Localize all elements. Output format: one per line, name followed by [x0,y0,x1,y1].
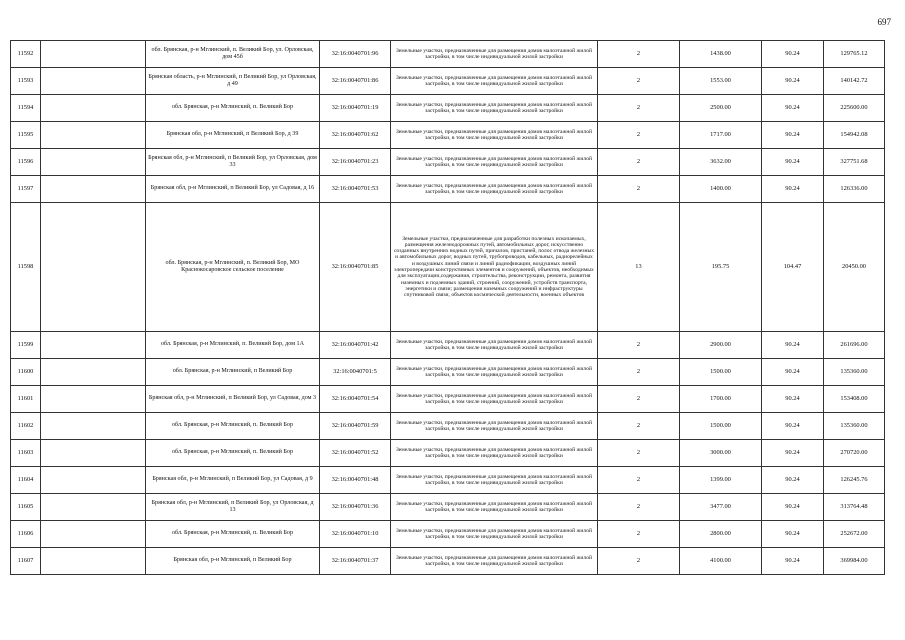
area-cell: 4100.00 [680,548,762,575]
rate-cell: 90.24 [762,41,824,68]
cadastral-number-cell: 32:16:0040701:10 [320,521,391,548]
address-cell: обл. Брянская, р-н Мглинский, п. Великий Бор, дом 1А [146,332,320,359]
id-cell: 11593 [11,68,41,95]
cadastral-number-cell: 32:16:0040701:96 [320,41,391,68]
cadastral-value-cell: 261696.00 [824,332,885,359]
cadastral-value-cell: 225600.00 [824,95,885,122]
group-cell: 2 [598,548,680,575]
blank-cell [41,386,146,413]
address-cell: обл. Брянская, р-н Мглинский, п. Великий Бор, МО Краснокосаровское сельское поселение [146,203,320,332]
table-row [11,332,885,359]
rate-cell: 90.24 [762,413,824,440]
rate-cell: 90.24 [762,68,824,95]
rate-cell: 90.24 [762,176,824,203]
address-cell: Брянская область, р-н Мглинский, п Великий Бор, ул Орловская, д 49 [146,68,320,95]
blank-cell [41,494,146,521]
cadastral-value-cell: 252672.00 [824,521,885,548]
land-purpose-cell: Земельные участки, предназначенные для размещения домов малоэтажной жилой застройки, в том числе индивидуальной жилой застройки [391,467,598,494]
cadastral-value-cell: 126336.00 [824,176,885,203]
id-cell: 11606 [11,521,41,548]
rate-cell: 90.24 [762,332,824,359]
rate-cell: 90.24 [762,359,824,386]
cadastral-number-cell: 32:16:0040701:54 [320,386,391,413]
land-purpose-cell: Земельные участки, предназначенные для размещения домов малоэтажной жилой застройки, в том числе индивидуальной жилой застройки [391,413,598,440]
group-cell: 13 [598,203,680,332]
id-cell: 11607 [11,548,41,575]
land-purpose-cell: Земельные участки, предназначенные для размещения домов малоэтажной жилой застройки, в том числе индивидуальной жилой застройки [391,68,598,95]
blank-cell [41,521,146,548]
table-body [11,41,885,575]
address-cell: обл. Брянская, р-н Мглинский, п. Великий Бор [146,521,320,548]
group-cell: 2 [598,359,680,386]
id-cell: 11600 [11,359,41,386]
id-cell: 11598 [11,203,41,332]
cadastral-number-cell: 32:16:0040701:36 [320,494,391,521]
cadastral-value-cell: 327751.68 [824,149,885,176]
group-cell: 2 [598,494,680,521]
rate-cell: 90.24 [762,521,824,548]
cadastral-number-cell: 32:16:0040701:62 [320,122,391,149]
address-cell: Брянская обл, р-н Мглинский, п Великий Бор, ул Садовая, д 16 [146,176,320,203]
land-purpose-cell: Земельные участки, предназначенные для размещения домов малоэтажной жилой застройки, в том числе индивидуальной жилой застройки [391,95,598,122]
land-purpose-cell: Земельные участки, предназначенные для размещения домов малоэтажной жилой застройки, в том числе индивидуальной жилой застройки [391,386,598,413]
area-cell: 1553.00 [680,68,762,95]
blank-cell [41,176,146,203]
land-purpose-cell: Земельные участки, предназначенные для размещения домов малоэтажной жилой застройки, в том числе индивидуальной жилой застройки [391,332,598,359]
area-cell: 1500.00 [680,413,762,440]
area-cell: 2800.00 [680,521,762,548]
table-row [11,386,885,413]
address-cell: Брянская обл, р-н Мглинский, п Великий Бор, ул Орловская, дом 33 [146,149,320,176]
land-purpose-cell: Земельные участки, предназначенные для размещения домов малоэтажной жилой застройки, в том числе индивидуальной жилой застройки [391,440,598,467]
land-purpose-cell: Земельные участки, предназначенные для размещения домов малоэтажной жилой застройки, в том числе индивидуальной жилой застройки [391,494,598,521]
cadastral-value-cell: 140142.72 [824,68,885,95]
address-cell: Брянская обл, р-н Мглинский, п Великий Бор, ул Орловская, д 13 [146,494,320,521]
table-row [11,149,885,176]
area-cell: 3477.00 [680,494,762,521]
blank-cell [41,95,146,122]
cadastral-number-cell: 32:16:0040701:85 [320,203,391,332]
blank-cell [41,122,146,149]
address-cell: Брянская обл, р-н Мглинский, п Великий Бор, ул Садовая, д 9 [146,467,320,494]
rate-cell: 90.24 [762,149,824,176]
cadastral-value-table [10,40,885,575]
area-cell: 1400.00 [680,176,762,203]
cadastral-value-cell: 135360.00 [824,413,885,440]
cadastral-number-cell: 32:16:0040701:19 [320,95,391,122]
land-purpose-cell: Земельные участки, предназначенные для размещения домов малоэтажной жилой застройки, в том числе индивидуальной жилой застройки [391,149,598,176]
table-row [11,548,885,575]
group-cell: 2 [598,521,680,548]
address-cell: Брянская обл, р-н Мглинский, п Великий Бор [146,548,320,575]
group-cell: 2 [598,386,680,413]
blank-cell [41,68,146,95]
blank-cell [41,359,146,386]
address-cell: обл. Брянская, р-н Мглинский, п. Великий Бор [146,413,320,440]
group-cell: 2 [598,95,680,122]
cadastral-value-cell: 129765.12 [824,41,885,68]
land-purpose-cell: Земельные участки, предназначенные для размещения домов малоэтажной жилой застройки, в том числе индивидуальной жилой застройки [391,521,598,548]
group-cell: 2 [598,467,680,494]
blank-cell [41,149,146,176]
address-cell: обл. Брянская, р-н Мглинский, п. Великий Бор [146,440,320,467]
table-row [11,359,885,386]
cadastral-number-cell: 32:16:0040701:53 [320,176,391,203]
rate-cell: 90.24 [762,494,824,521]
blank-cell [41,41,146,68]
area-cell: 1500.00 [680,359,762,386]
address-cell: обл. Брянская, р-н Мглинский, п. Великий Бор [146,95,320,122]
table-row [11,494,885,521]
id-cell: 11603 [11,440,41,467]
address-cell: обл. Брянская, р-н Мглинский, п. Великий Бор, ул. Орловская, дом 45б [146,41,320,68]
area-cell: 195.75 [680,203,762,332]
rate-cell: 90.24 [762,95,824,122]
land-purpose-cell: Земельные участки, предназначенные для размещения домов малоэтажной жилой застройки, в том числе индивидуальной жилой застройки [391,359,598,386]
cadastral-number-cell: 32:16:0040701:42 [320,332,391,359]
area-cell: 1399.00 [680,467,762,494]
table-row [11,413,885,440]
cadastral-number-cell: 32:16:0040701:48 [320,467,391,494]
rate-cell: 90.24 [762,122,824,149]
group-cell: 2 [598,332,680,359]
blank-cell [41,467,146,494]
cadastral-value-cell: 20450.00 [824,203,885,332]
address-cell: Брянская обл, р-н Мглинский, п Великий Бор, д 39 [146,122,320,149]
id-cell: 11597 [11,176,41,203]
table-row [11,68,885,95]
table-row [11,122,885,149]
area-cell: 2900.00 [680,332,762,359]
table-row [11,203,885,332]
blank-cell [41,413,146,440]
cadastral-value-cell: 153408.00 [824,386,885,413]
cadastral-value-cell: 313764.48 [824,494,885,521]
cadastral-value-cell: 369984.00 [824,548,885,575]
group-cell: 2 [598,440,680,467]
land-purpose-cell: Земельные участки, предназначенные для размещения домов малоэтажной жилой застройки, в том числе индивидуальной жилой застройки [391,122,598,149]
area-cell: 3632.00 [680,149,762,176]
land-purpose-cell: Земельные участки, предназначенные для разработки полезных ископаемых, размещения железнодорожных путей, автомобильных дорог, искусственно созданных внутренних водных путей, причалов, пристаней, полос отвода железных и автомобильных дорог, водных путей, трубопроводов, кабельных, радиорелейных и воздушных линий связи и линий радиофикации, воздушных линий электропередачи конструктивных элементов и сооружений, объектов, необходимых для эксплуатации,содержания, строительства, реконструкции, ремонта, развития наземных и подземных зданий, строений, сооружений, устройств транспорта, энергетики и связи; размещения наземных сооружений и инфраструктуры спутниковой связи, объектов космической деятельности, военных объектов [391,203,598,332]
page-number: 697 [877,17,891,27]
cadastral-value-cell: 126245.76 [824,467,885,494]
table-row [11,467,885,494]
group-cell: 2 [598,41,680,68]
area-cell: 1700.00 [680,386,762,413]
area-cell: 1717.00 [680,122,762,149]
area-cell: 1438.00 [680,41,762,68]
address-cell: обл. Брянская, р-н Мглинский, п Великий Бор [146,359,320,386]
id-cell: 11595 [11,122,41,149]
rate-cell: 90.24 [762,548,824,575]
id-cell: 11601 [11,386,41,413]
table-row [11,521,885,548]
group-cell: 2 [598,149,680,176]
address-cell: Брянская обл, р-н Мглинский, п Великий Бор, ул Садовая, дом 3 [146,386,320,413]
blank-cell [41,440,146,467]
cadastral-value-cell: 270720.00 [824,440,885,467]
id-cell: 11592 [11,41,41,68]
cadastral-number-cell: 32:16:0040701:37 [320,548,391,575]
table-row [11,440,885,467]
rate-cell: 90.24 [762,386,824,413]
id-cell: 11596 [11,149,41,176]
id-cell: 11605 [11,494,41,521]
blank-cell [41,203,146,332]
table-row [11,41,885,68]
cadastral-value-cell: 135360.00 [824,359,885,386]
land-purpose-cell: Земельные участки, предназначенные для размещения домов малоэтажной жилой застройки, в том числе индивидуальной жилой застройки [391,41,598,68]
group-cell: 2 [598,68,680,95]
land-purpose-cell: Земельные участки, предназначенные для размещения домов малоэтажной жилой застройки, в том числе индивидуальной жилой застройки [391,548,598,575]
table-row [11,95,885,122]
cadastral-number-cell: 32:16:0040701:86 [320,68,391,95]
id-cell: 11604 [11,467,41,494]
area-cell: 3000.00 [680,440,762,467]
cadastral-number-cell: 32:16:0040701:23 [320,149,391,176]
rate-cell: 90.24 [762,467,824,494]
cadastral-value-cell: 154942.08 [824,122,885,149]
cadastral-number-cell: 32:16:0040701:59 [320,413,391,440]
cadastral-number-cell: 32:16:0040701:52 [320,440,391,467]
cadastral-number-cell: 32:16:0040701:5 [320,359,391,386]
rate-cell: 104.47 [762,203,824,332]
area-cell: 2500.00 [680,95,762,122]
rate-cell: 90.24 [762,440,824,467]
blank-cell [41,332,146,359]
group-cell: 2 [598,176,680,203]
id-cell: 11602 [11,413,41,440]
group-cell: 2 [598,122,680,149]
group-cell: 2 [598,413,680,440]
land-purpose-cell: Земельные участки, предназначенные для размещения домов малоэтажной жилой застройки, в том числе индивидуальной жилой застройки [391,176,598,203]
id-cell: 11599 [11,332,41,359]
id-cell: 11594 [11,95,41,122]
table-row [11,176,885,203]
blank-cell [41,548,146,575]
